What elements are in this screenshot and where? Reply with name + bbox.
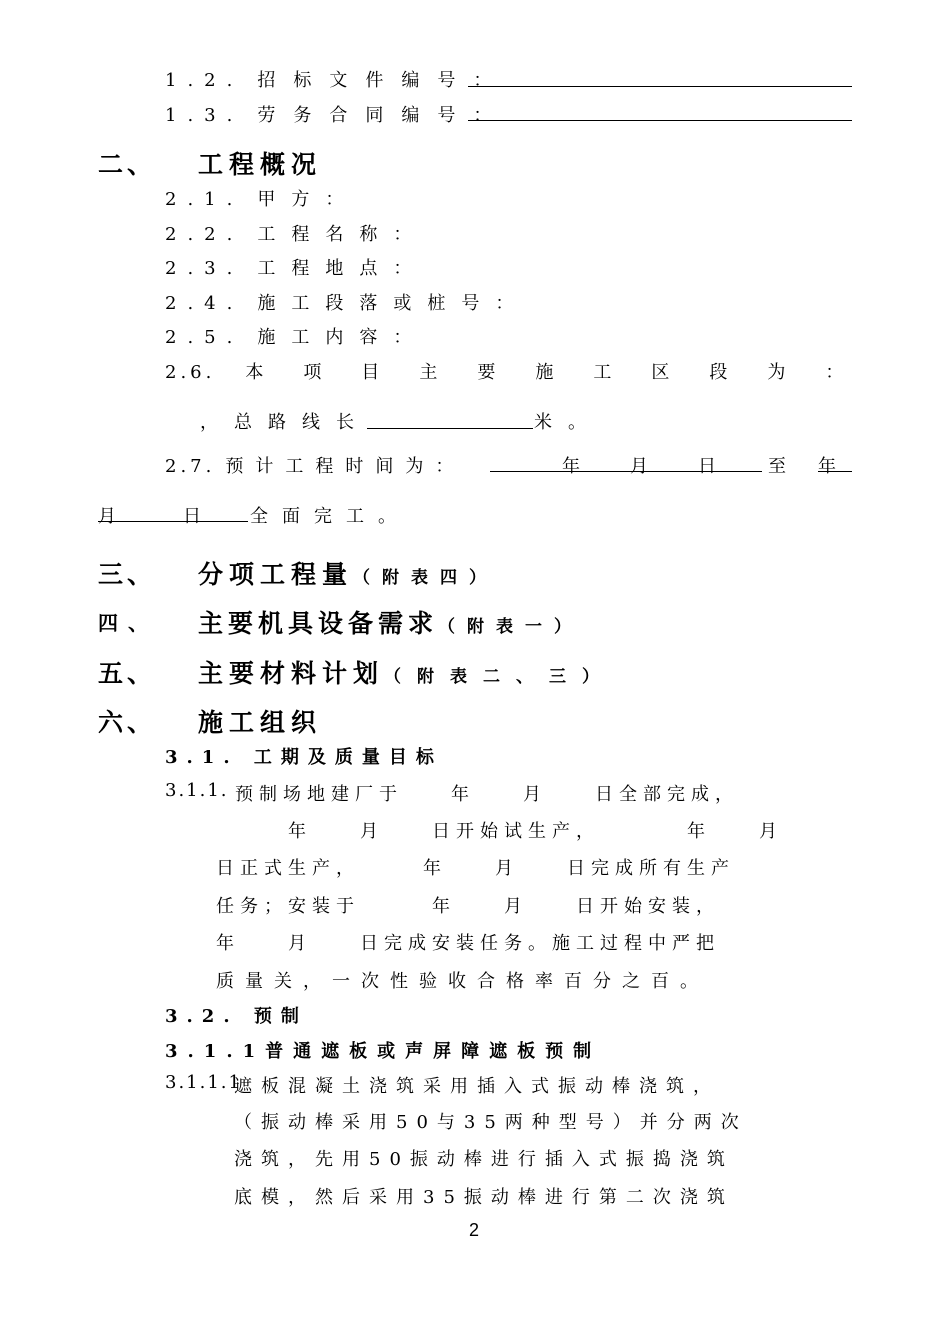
page-number: 2 [469, 1220, 480, 1240]
item-number: 1.2. [165, 70, 244, 91]
route-length-line [367, 428, 533, 429]
section-number: 四、 [98, 611, 158, 635]
item-label: 工程名称： [257, 224, 428, 245]
item-2-7 [165, 452, 465, 478]
item-1-2 [165, 66, 509, 92]
section-note: （附表四） [353, 568, 499, 588]
item-label: 招标文件编号： [257, 70, 510, 91]
item-label: 本项目主要施工区段为： [245, 362, 884, 383]
paragraph-line: 年 月 日完成安装任务。施工过程中严把 [216, 933, 720, 954]
section-note: （附表一） [438, 617, 584, 637]
item-2-5 [165, 323, 427, 349]
tender-number-line [468, 86, 852, 87]
section-title: 施工组织 [198, 708, 323, 737]
item-2-6-continued [200, 408, 602, 434]
item-label: 劳务合同编号： [257, 105, 510, 126]
paragraph-line: 任务；安装于 年 月 日开始安装， [216, 896, 720, 917]
start-year: 年 [562, 456, 591, 477]
completion-text: 全面完工。 [250, 506, 410, 527]
item-number: 1.3. [165, 105, 244, 126]
date-to: 至 [768, 456, 797, 477]
item-number: 2.4. [165, 293, 244, 314]
route-length-unit: 米。 [534, 412, 602, 433]
item-label: 工程地点： [257, 258, 428, 279]
paragraph-line: （振动棒采用50与35两种型号）并分两次 [234, 1112, 748, 1133]
item-label: 预计工程时间为： [225, 456, 466, 477]
section-number: 六、 [98, 708, 157, 737]
item-2-1 [165, 185, 359, 211]
item-2-4 [165, 289, 529, 315]
section-title: 分项工程量 [198, 560, 354, 589]
section-title: 工程概况 [198, 150, 323, 179]
paragraph-line: 遮板混凝土浇筑采用插入式振动棒浇筑， [234, 1076, 720, 1097]
section-number: 五、 [98, 659, 157, 688]
paragraph-line: 日正式生产， 年 月 日完成所有生产 [216, 858, 735, 879]
start-day: 日 [698, 456, 727, 477]
paragraph-line: 底模，然后采用35振动棒进行第二次浇筑 [234, 1187, 734, 1208]
subsection-3-1: 3.1. 工期及质量目标 [165, 747, 443, 768]
item-number: 2.1. [165, 189, 244, 210]
item-2-3 [165, 254, 427, 280]
start-month: 月 [630, 456, 659, 477]
end-month: 月 [98, 506, 127, 527]
item-label: 甲方： [257, 189, 360, 210]
item-number: 2.5. [165, 327, 244, 348]
end-day: 日 [183, 506, 212, 527]
paragraph-3-1-1-number: 3.1.1. [165, 780, 229, 801]
item-number: 2.3. [165, 258, 244, 279]
item-number: 2.6. [165, 362, 216, 383]
section-number: 三、 [98, 560, 157, 589]
item-label: 施工内容： [257, 327, 428, 348]
labor-contract-number-line [468, 120, 852, 121]
paragraph-line: 浇筑，先用50振动棒进行插入式振捣浇筑 [234, 1149, 734, 1170]
paragraph-3-1-1-1-number: 3.1.1.1 [165, 1072, 242, 1093]
item-label: 施工段落或桩号： [257, 293, 530, 314]
route-length-prefix: ，总路线长 [200, 412, 370, 433]
section-number: 二、 [98, 150, 157, 179]
section-note: （附表二、三） [384, 667, 616, 687]
item-number: 2.2. [165, 224, 244, 245]
section-title: 主要材料计划 [198, 659, 385, 688]
section-title: 主要机具设备需求 [198, 609, 439, 638]
item-2-2 [165, 220, 427, 246]
item-1-3 [165, 101, 509, 127]
paragraph-line: 年 月 日开始试生产， 年 月 [288, 821, 783, 842]
item-2-6 [165, 358, 883, 384]
subsection-3-1-1: 3.1.1普通遮板或声屏障遮板预制 [165, 1041, 602, 1062]
paragraph-line: 质量关，一次性验收合格率百分之百。 [216, 971, 709, 992]
item-number: 2.7. [165, 456, 216, 477]
subsection-3-2: 3.2. 预制 [165, 1006, 308, 1027]
end-year: 年 [818, 456, 847, 477]
paragraph-line: 预制场地建厂于 年 月 日全部完成， [235, 784, 739, 805]
